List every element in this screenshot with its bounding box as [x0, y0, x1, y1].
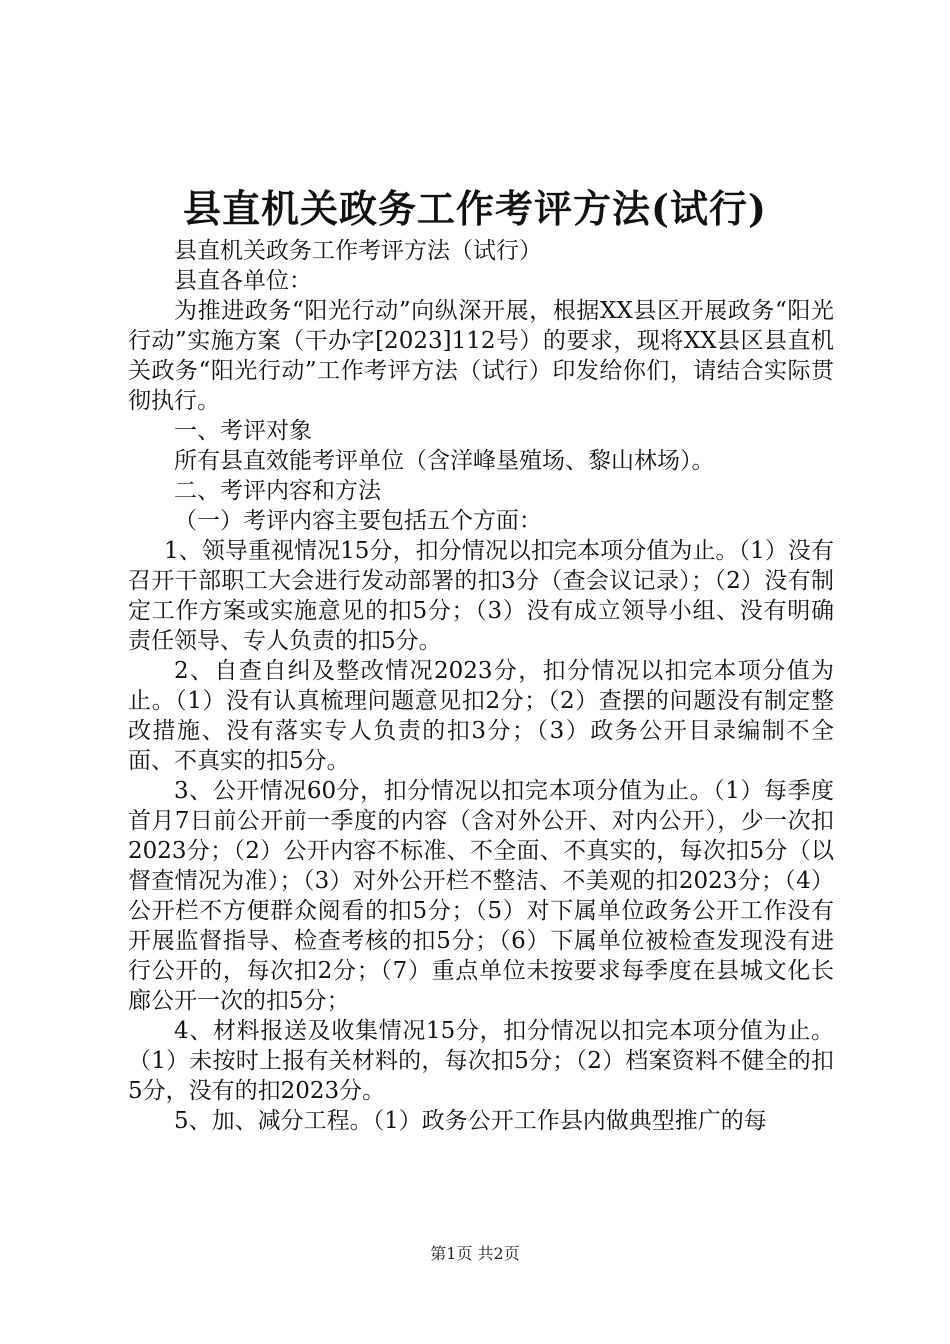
page-title: 县直机关政务工作考评方法(试行) [183, 186, 767, 231]
item-4-paragraph: 4、材料报送及收集情况15分，扣分情况以扣完本项分值为止。（1）未按时上报有关材料的，每次扣5分；（2）档案资料不健全的扣5分，没有的扣2023分。 [128, 1018, 834, 1104]
doc-subtitle: 县直机关政务工作考评方法（试行） [174, 238, 542, 264]
subsection-heading-1: （一）考评内容主要包括五个方面： [174, 508, 542, 534]
section-heading-1: 一、考评对象 [174, 418, 312, 444]
salutation: 县直各单位： [174, 268, 312, 294]
item-3-paragraph: 3、公开情况60分，扣分情况以扣完本项分值为止。（1）每季度首月7日前公开前一季度的内容（含对外公开、对内公开），少一次扣2023分；（2）公开内容不标准、不全面、不真实的，每次扣5分（以督查情况为准）；（3）对外公开栏不整洁、不美观的扣2023分；（4）公开栏不方便群众阅看的扣5分；（5）对下属单位政务公开工作没有开展监督指导、检查考核的扣5分；（6）下属单位被检查发现没有进行公开的，每次扣2分；（7）重点单位未按要求每季度在县城文化长廊公开一次的扣5分； [128, 778, 834, 1014]
section-heading-2: 二、考评内容和方法 [174, 478, 381, 504]
page-number: 第1页 共2页 [430, 1244, 520, 1263]
intro-paragraph: 为推进政务“阳光行动”向纵深开展，根据XX县区开展政务“阳光行动”实施方案（干办字[2023]112号）的要求，现将XX县区县直机关政务“阳光行动”工作考评方法（试行）印发给你们，请结合实际贯彻执行。 [128, 298, 834, 414]
document-body [128, 236, 834, 1136]
item-2-paragraph: 2、自查自纠及整改情况2023分，扣分情况以扣完本项分值为止。（1）没有认真梳理问题意见扣2分；（2）查摆的问题没有制定整改措施、没有落实专人负责的扣3分；（3）政务公开目录编制不全面、不真实的扣5分。 [128, 658, 834, 774]
section-1-body: 所有县直效能考评单位（含洋峰垦殖场、黎山林场）。 [174, 448, 715, 474]
item-1-paragraph: 1、领导重视情况15分，扣分情况以扣完本项分值为止。（1）没有召开干部职工大会进行发动部署的扣3分（查会议记录）；（2）没有制定工作方案或实施意见的扣5分；（3）没有成立领导小组、没有明确责任领导、专人负责的扣5分。 [128, 538, 834, 654]
item-5-paragraph: 5、加、减分工程。（1）政务公开工作县内做典型推广的每 [174, 1108, 767, 1134]
